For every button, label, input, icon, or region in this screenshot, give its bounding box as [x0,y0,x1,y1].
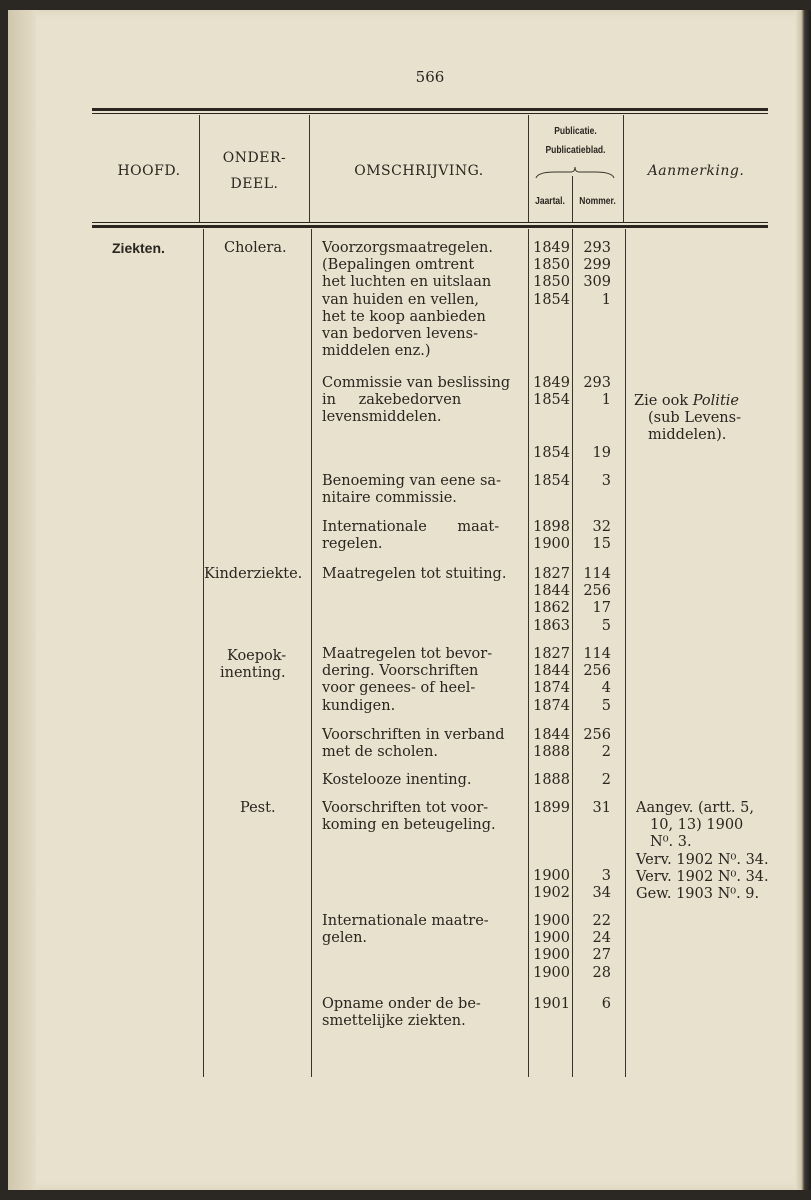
header-divider [199,115,200,223]
column-divider [203,229,204,1077]
page-number: 566 [415,68,445,86]
number-cell: 2 [601,772,611,788]
year-cell: 1900 1902 [533,868,570,902]
header-publicatie: Publicatie. [554,126,597,137]
entry-description: Opname onder de be- smettelijke ziekten. [322,996,481,1030]
header-rule [92,225,768,228]
number-cell: 114 256 4 5 [583,646,611,714]
number-cell: 6 [601,996,611,1012]
onderdeel-koepok-1: Koepok- [227,648,287,664]
year-cell: 1854 [533,473,570,489]
number-cell: 31 [592,800,611,816]
onderdeel-pest: Pest. [240,800,276,816]
year-cell: 1849 1854 [533,375,570,409]
entry-description: Commissie van beslissing in zakebedorven levensmiddelen. [322,375,511,426]
year-cell: 1888 [533,772,570,788]
header-divider [572,176,573,223]
entry-description: Voorzorgsmaatregelen. (Bepalingen omtrent het luchten en uitslaan van huiden en vellen, het te koop aanbieden van bedorven levens- middelen enz.) [322,240,493,360]
header-rule-thin [92,222,768,223]
note-politie: Zie ook Politie (sub Levens- middelen). [634,393,741,444]
header-jaartal: Jaartal. [535,196,565,207]
year-cell: 1899 [533,800,570,816]
year-cell: 1854 [533,445,570,461]
number-cell: 293 1 [583,375,611,409]
top-rule-thin [92,113,768,114]
entry-description: Internationale maat- regelen. [322,519,500,553]
entry-description: Maatregelen tot stuiting. [322,566,507,582]
header-aanmerking: Aanmerking. [647,163,745,179]
column-divider [572,229,573,1077]
column-divider [311,229,312,1077]
year-cell: 1900 1900 1900 1900 [533,913,570,981]
page-edge [795,10,811,1190]
year-cell: 1898 1900 [533,519,570,553]
number-cell: 293 299 309 1 [583,240,611,308]
onderdeel-koepok-2: inenting. [220,665,286,681]
onderdeel-cholera: Cholera. [224,240,287,256]
header-divider [528,115,529,223]
entry-description: Voorschriften tot voor- koming en beteugeling. [322,800,496,834]
entry-description: Voorschriften in verband met de scholen. [322,727,505,761]
year-cell: 1827 1844 1874 1874 [533,646,570,714]
year-cell: 1844 1888 [533,727,570,761]
year-cell: 1827 1844 1862 1863 [533,566,570,634]
header-hoofd: HOOFD. [117,163,181,179]
header-publicatieblad: Publicatieblad. [545,145,606,156]
number-cell: 114 256 17 5 [583,566,611,634]
header-onderdeel-2: DEEL. [230,176,279,192]
onderdeel-kinderziekte: Kinderziekte. [204,566,303,582]
year-cell: 1901 [533,996,570,1012]
column-divider [625,229,626,1077]
entry-description: Internationale maatre- gelen. [322,913,489,947]
entry-description: Kostelooze inenting. [322,772,472,788]
header-omschrijving: OMSCHRIJVING. [354,163,484,179]
top-rule [92,108,768,111]
header-nommer: Nommer. [579,196,616,207]
page-gutter [8,10,36,1190]
year-cell: 1849 1850 1850 1854 [533,240,570,308]
header-onderdeel-1: ONDER- [222,150,287,166]
number-cell: 256 2 [583,727,611,761]
number-cell: 3 34 [592,868,611,902]
hoofd-ziekten: Ziekten. [112,240,165,256]
entry-description: Benoeming van eene sa- nitaire commissie. [322,473,501,507]
number-cell: 22 24 27 28 [592,913,611,981]
entry-description: Maatregelen tot bevor- dering. Voorschriften voor genees- of heel- kundigen. [322,646,493,714]
header-brace [535,166,615,180]
note-pest: Aangev. (artt. 5, 10, 13) 1900 N⁰. 3. Verv. 1902 N⁰. 34. Verv. 1902 N⁰. 34. Gew. 1903 N⁰. 9. [636,800,769,903]
number-cell: 3 [601,473,611,489]
number-cell: 32 15 [592,519,611,553]
number-cell: 19 [592,445,611,461]
